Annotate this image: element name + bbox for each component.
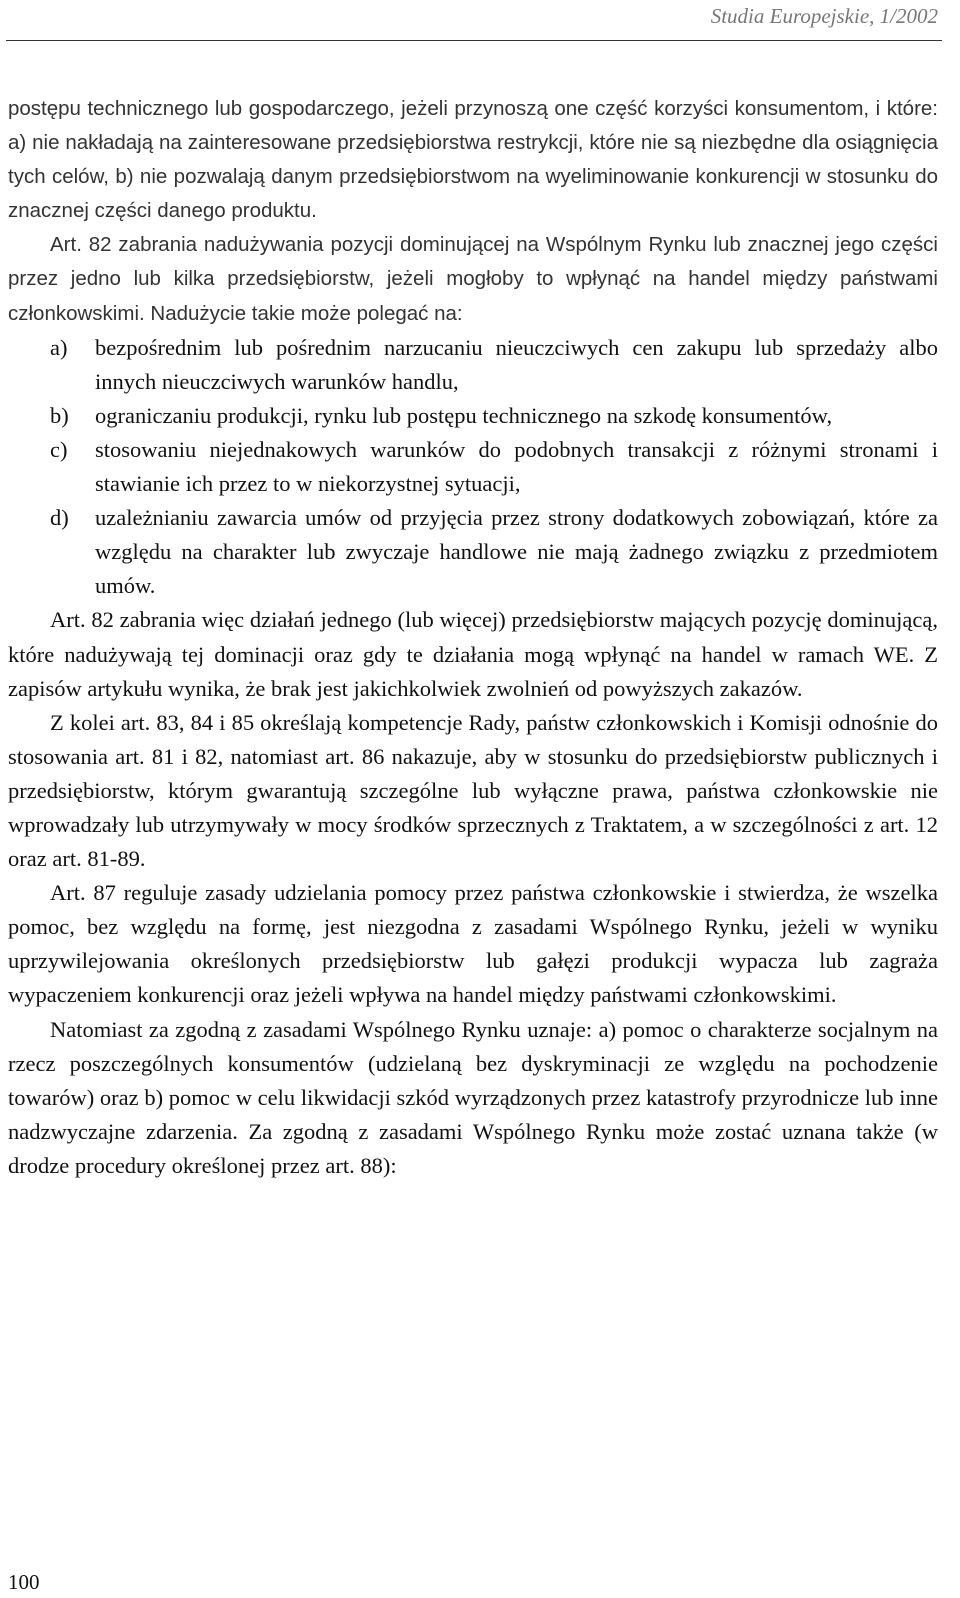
- paragraph-exemptions: Natomiast za zgodną z zasadami Wspólnego Rynku uznaje: a) pomoc o charakterze socjalnym na rzecz poszczególnych konsumentów (udzielaną bez dyskryminacji ze względu na pochodzenie towarów) oraz b) pomoc w celu likwidacji szkód wyrządzonych przez katastrofy przyrodnicze lub inne nadzwyczajne zdarzenia. Za zgodną z zasadami Wspólnego Rynku może zostać uznana także (w drodze procedury określonej przez art. 88):: [8, 1016, 938, 1178]
- paragraph-art-87: Art. 87 reguluje zasady udzielania pomocy przez państwa członkowskie i stwierdza, że wszelka pomoc, bez względu na formę, jest niezgodna z zasadami Wspólnego Rynku, jeżeli w wyniku uprzywilejowania określonych przedsiębiorstw lub gałęzi produkcji wypacza lub zagraża wypaczeniem konkurencji oraz jeżeli wpływa na handel między państwami członkowskimi.: [8, 880, 938, 1008]
- paragraph-art-82: Art. 82 zabrania nadużywania pozycji dominującej na Wspólnym Rynku lub znacznej jego części przez jedno lub kilka przedsiębiorstw, jeżeli mogłoby to wpłynąć na handel między państwami członkowskimi. Nadużycie takie może polegać na:: [8, 233, 938, 325]
- list-item-c: [8, 433, 938, 501]
- abuse-list: [8, 331, 938, 604]
- list-item-a: [8, 331, 938, 399]
- paragraph-art-82-summary: Art. 82 zabrania więc działań jednego (lub więcej) przedsiębiorstw mających pozycję dominującą, które nadużywają tej dominacji oraz gdy te działania mogą wpłynąć na handel w ramach WE. Z zapisów artykułu wynika, że brak jest jakichkolwiek zwolnień od powyższych zakazów.: [8, 607, 938, 701]
- paragraph-continuation: postępu technicznego lub gospodarczego, jeżeli przynoszą one część korzyści konsumentom, i które: a) nie nakładają na zainteresowane przedsiębiorstwa restrykcji, które nie są niezbędne dla osiągnięcia tych celów, b) nie pozwalają danym przedsiębiorstwom na wyeliminowanie konkurencji w stosunku do znacznej części danego produktu.: [8, 97, 938, 223]
- list-item-text: uzależnianiu zawarcia umów od przyjęcia przez strony dodatkowych zobowiązań, które za względu na charakter lub zwyczaje handlowe nie mają żadnego związku z przedmiotem umów.: [95, 505, 938, 599]
- list-marker: a): [50, 334, 68, 360]
- list-item-b: [8, 399, 938, 433]
- list-item-d: [8, 501, 938, 603]
- list-item-text: stosowaniu niejednakowych warunków do podobnych transakcji z różnymi stronami i stawianie ich przez to w niekorzystnej sytuacji,: [95, 436, 938, 497]
- list-item-text: bezpośrednim lub pośrednim narzucaniu nieuczciwych cen zakupu lub sprzedaży albo innych nieuczciwych warunków handlu,: [95, 334, 938, 394]
- list-item-text: ograniczaniu produkcji, rynku lub postępu technicznego na szkodę konsumentów,: [95, 402, 833, 428]
- header-rule: [6, 40, 942, 41]
- running-header: Studia Europejskie, 1/2002: [710, 4, 938, 28]
- paragraph-art-83-86: Z kolei art. 83, 84 i 85 określają kompetencje Rady, państw członkowskich i Komisji odnośnie do stosowania art. 81 i 82, natomiast art. 86 nakazuje, aby w stosunku do przedsiębiorstw publicznych i przedsiębiorstw, którym gwarantują szczególne lub wyłączne prawa, państwa członkowskie nie wprowadzały lub utrzymywały w mocy środków sprzecznych z Traktatem, a w szczególności z art. 12 oraz art. 81-89.: [8, 709, 938, 872]
- list-marker: d): [50, 505, 69, 531]
- list-marker: c): [50, 436, 68, 462]
- body-text: [8, 92, 938, 1183]
- page-number: 100: [8, 1570, 40, 1594]
- list-marker: b): [50, 402, 69, 428]
